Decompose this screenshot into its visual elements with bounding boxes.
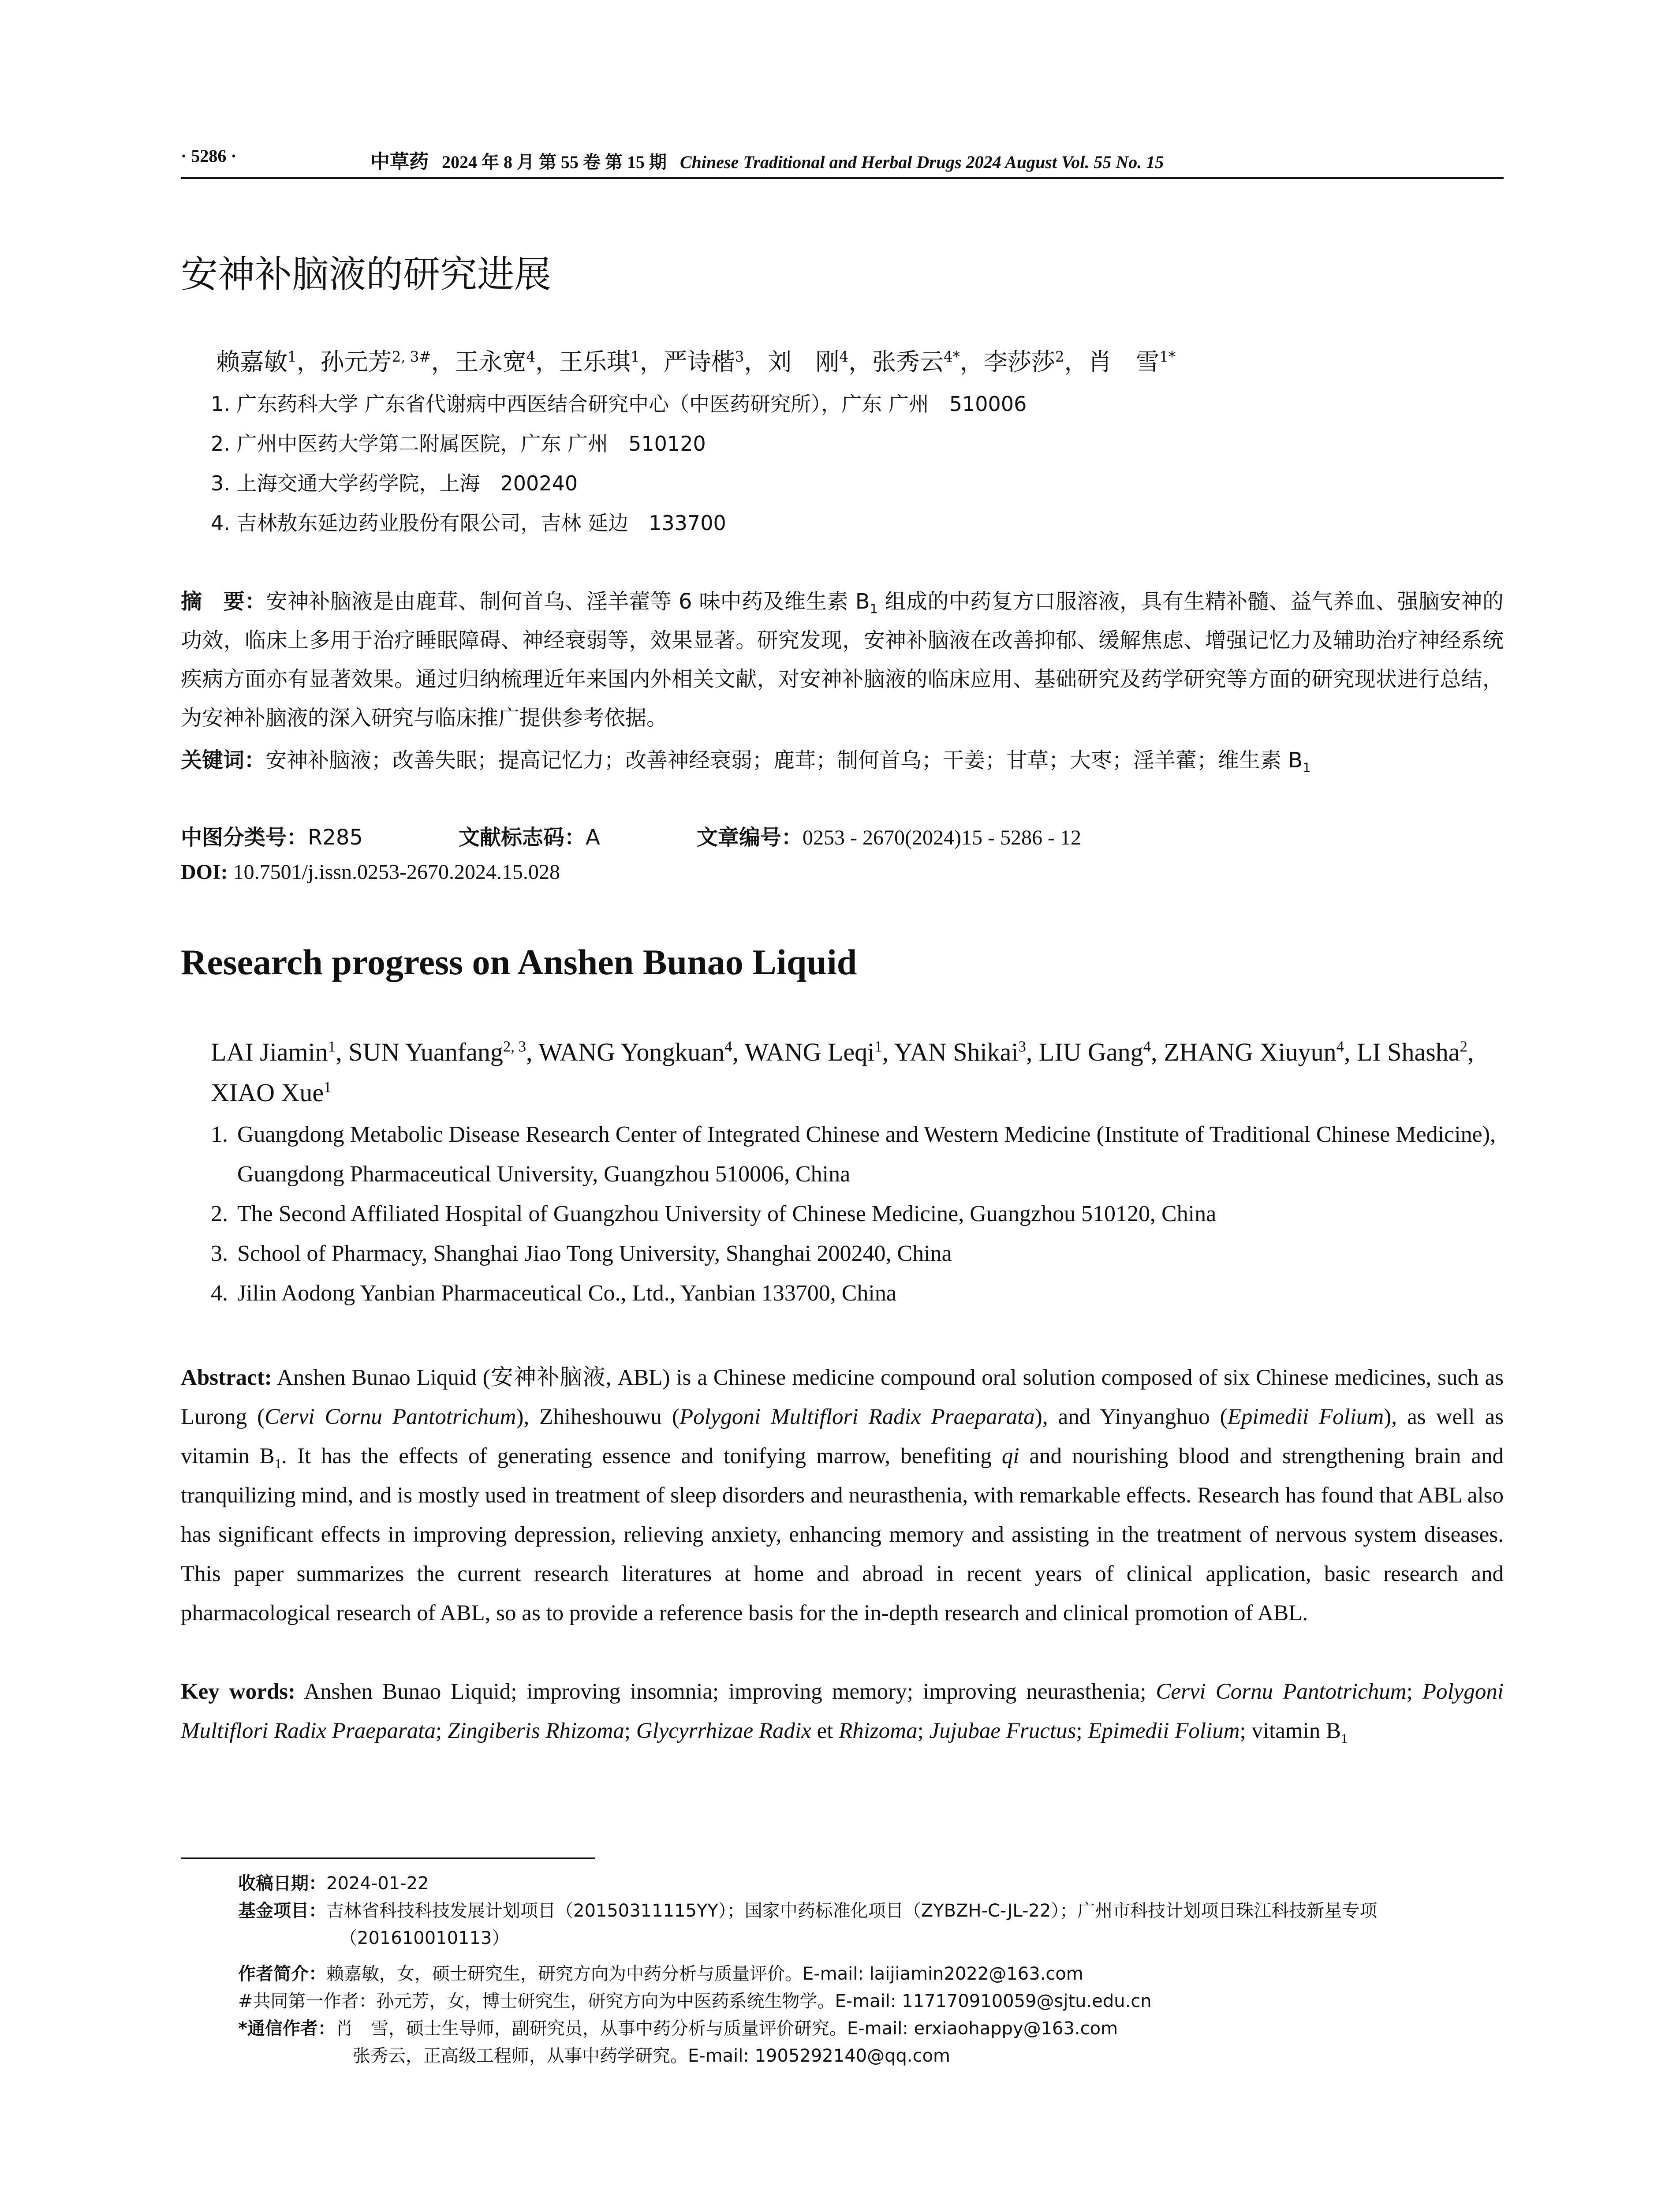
running-header xyxy=(181,146,1504,172)
keywords-text-en: ; xyxy=(624,1719,636,1743)
affiliation-cn: 2. 广州中医药大学第二附属医院，广东 广州 510120 xyxy=(211,432,706,456)
received-date: 2024-01-22 xyxy=(326,1873,429,1894)
author-affiliation-mark: 1 xyxy=(328,1038,336,1055)
article-no-value: 0253 - 2670(2024)15 - 5286 - 12 xyxy=(803,826,1081,849)
latin-name: Epimedii Folium xyxy=(1088,1719,1240,1743)
author-affiliation-mark: 4 xyxy=(1336,1038,1344,1055)
abstract-text-en: ), Zhiheshouwu ( xyxy=(516,1405,679,1429)
abstract-en xyxy=(181,1358,1504,1633)
authors-cn: 赖嘉敏$^1$，孙元芳$^{2, 3\#}$，王永宽$^4$，王乐琪$^1$，严诗楷$^3$，刘 刚$^4$，张秀云$^{4*}$，李莎莎$^2$，肖 雪$^{1*}$ xyxy=(216,348,1176,376)
author xyxy=(1039,1038,1151,1066)
author-name: WANG Leqi xyxy=(744,1038,875,1066)
abstract-text-cn-a: 安神补脑液是由鹿茸、制何首乌、淫羊藿等 6 味中药及维生素 B xyxy=(266,589,870,614)
keywords-text-en: ; xyxy=(917,1719,930,1743)
author xyxy=(1088,348,1176,376)
abstract-text-cn-b: 组成的中药复方口服溶液，具有生精补髓、益气养血、强脑安神的功效，临床上多用于治疗睡眠障碍、神经衰弱等，效果显著。研究发现，安神补脑液在改善抑郁、缓解焦虑、增强记忆力及辅助治疗神经系统疾病方面亦有显著效果。通过归纳梳理近年来国内外相关文献，对安神补脑液的临床应用、基础研究及药学研究等方面的研究现状进行总结，为安神补脑液的深入研究与临床推广提供参考依据。 xyxy=(181,589,1504,730)
footnote-cofirst: #共同第一作者：孙元芳，女，博士研究生，研究方向为中医药系统生物学。E-mail: 117170910059@sjtu.edu.cn xyxy=(238,1991,1152,2011)
title-en: Research progress on Anshen Bunao Liquid xyxy=(181,942,857,982)
author-name: 张秀云 xyxy=(872,348,944,376)
affiliation-number: 3. xyxy=(211,1241,228,1266)
keywords-text-en: ; xyxy=(435,1719,448,1743)
author xyxy=(216,348,297,376)
keywords-text-en: et xyxy=(811,1719,839,1743)
affiliation-text: Guangdong Metabolic Disease Research Center of Integrated Chinese and Western Medicine (Institute of Traditional Chinese Medicine), Guangdong Pharmaceutical University, Guangzhou 510006, China xyxy=(237,1122,1496,1187)
author-name: WANG Yongkuan xyxy=(538,1038,725,1066)
author-name: YAN Shikai xyxy=(894,1038,1019,1066)
author-affiliation-mark: 3 xyxy=(735,348,744,365)
affiliation-text: School of Pharmacy, Shanghai Jiao Tong University, Shanghai 200240, China xyxy=(237,1241,952,1266)
latin-name: Rhizoma xyxy=(839,1719,918,1743)
author-name: 赖嘉敏 xyxy=(216,348,287,376)
affiliation-cn: 4. 吉林敖东延边药业股份有限公司，吉林 延边 133700 xyxy=(211,511,726,535)
latin-name: Glycyrrhizae Radix xyxy=(636,1719,811,1743)
latin-name: Jujubae Fructus xyxy=(929,1719,1076,1743)
author-text: 赖嘉敏，女，硕士研究生，研究方向为中药分析与质量评价。E-mail: laijiamin2022@163.com xyxy=(326,1964,1083,1984)
author-affiliation-mark: 2, 3# xyxy=(392,348,431,365)
fund-label: 基金项目： xyxy=(238,1901,326,1921)
author xyxy=(664,348,744,376)
abstract-text-en: ), and Yinyanghuo ( xyxy=(1034,1405,1228,1429)
affiliation-number: 1. xyxy=(211,1122,228,1147)
journal-name-en: Chinese Traditional and Herbal Drugs 2024 August Vol. 55 No. 15 xyxy=(680,152,1164,172)
latin-name: Cervi Cornu Pantotrichum xyxy=(265,1405,516,1429)
author-name: SUN Yuanfang xyxy=(348,1038,503,1066)
author-affiliation-mark: 4 xyxy=(839,348,848,365)
author-affiliation-mark: 1 xyxy=(874,1038,882,1055)
author-name: 肖 雪 xyxy=(1088,348,1160,376)
author-affiliation-mark: 3 xyxy=(1018,1038,1026,1055)
latin-name: Polygoni Multiflori Radix Praeparata xyxy=(679,1405,1035,1429)
journal-name-cn: 中草药 xyxy=(370,150,429,173)
author xyxy=(538,1038,732,1066)
author-name: LI Shasha xyxy=(1356,1038,1460,1066)
doi-link[interactable]: 10.7501/j.issn.0253-2670.2024.15.028 xyxy=(228,860,560,884)
corresponding-text-1: 肖 雪，硕士生导师，副研究员，从事中药分析与质量评价研究。E-mail: erxiaohappy@163.com xyxy=(335,2018,1118,2039)
authors-en: LAI Jiamin$^1$, SUN Yuanfang$^{2, 3}$, WANG Yongkuan$^4$, WANG Leqi$^1$, YAN Shikai$^3$, LIU Gang$^4$, ZHANG Xiuyun$^4$, LI Shasha$^2$, XIAO Xue$^1$ xyxy=(211,1038,1474,1107)
author xyxy=(768,348,848,376)
header-rule xyxy=(181,177,1504,179)
affiliation-number: 4. xyxy=(211,1281,228,1306)
clc-label: 中图分类号： xyxy=(181,825,308,850)
doc-code-field xyxy=(459,820,697,851)
subscript: 1 xyxy=(274,1456,282,1472)
keywords-label-cn: 关键词： xyxy=(181,748,266,773)
affiliation-en xyxy=(211,1194,1505,1234)
author-affiliation-mark: 2 xyxy=(1055,348,1064,365)
keywords-text-en: ; xyxy=(1406,1679,1422,1704)
affiliation-cn: 1. 广东药科大学 广东省代谢病中西医结合研究中心（中医药研究所），广东 广州 510006 xyxy=(211,392,1027,416)
latin-name: Cervi Cornu Pantotrichum xyxy=(1156,1679,1407,1704)
author xyxy=(894,1038,1026,1066)
author-affiliation-mark: 4* xyxy=(944,348,960,365)
latin-name: Epimedii Folium xyxy=(1227,1405,1384,1429)
latin-name: Zingiberis Rhizoma xyxy=(447,1719,624,1743)
author xyxy=(984,348,1064,376)
footnote-corresponding-2: 张秀云，正高级工程师，从事中药学研究。E-mail: 1905292140@qq.com xyxy=(353,2046,951,2066)
journal-citation xyxy=(370,146,1164,174)
author xyxy=(872,348,960,376)
keywords-en xyxy=(181,1672,1504,1751)
abstract-text-en: and nourishing blood and strengthening brain and tranquilizing mind, and is mostly used in treatment of sleep disorders and neurasthenia, with remarkable effects. Research has found that ABL also has significant effects in improving depression, relieving anxiety, enhancing memory and assisting in the treatment of nervous system diseases. This paper summarizes the current research literatures at home and abroad in recent years of clinical application, basic research and pharmacological research of ABL, so as to provide a reference basis for the in-depth research and clinical promotion of ABL. xyxy=(181,1444,1504,1626)
article-no-field xyxy=(697,820,1081,851)
author-affiliation-mark: 4 xyxy=(1143,1038,1151,1055)
author xyxy=(348,1038,526,1066)
doi-label: DOI: xyxy=(181,860,228,884)
author-affiliation-mark: 4 xyxy=(526,348,536,365)
author-name: 严诗楷 xyxy=(663,348,735,376)
abstract-cn xyxy=(181,582,1504,737)
affiliation-number: 2. xyxy=(211,1201,228,1226)
article-no-label: 文章编号： xyxy=(697,825,803,850)
abstract-label-cn: 摘 要： xyxy=(181,589,266,614)
author-affiliation-mark: 1 xyxy=(287,348,297,365)
author-affiliation-mark: 4 xyxy=(724,1038,732,1055)
journal-issue-cn: 2024 年 8 月 第 55 卷 第 15 期 xyxy=(442,152,667,172)
author-name: ZHANG Xiuyun xyxy=(1164,1038,1337,1066)
abstract-label-en: Abstract: xyxy=(181,1365,272,1390)
footnote-author xyxy=(238,1960,1504,1988)
footnote-corresponding xyxy=(238,2015,1504,2042)
received-label: 收稿日期： xyxy=(238,1873,326,1894)
author xyxy=(745,1038,882,1066)
author xyxy=(1357,1038,1467,1066)
keywords-text-cn: 安神补脑液；改善失眠；提高记忆力；改善神经衰弱；鹿茸；制何首乌；干姜；甘草；大枣；淫羊藿；维生素 B xyxy=(265,748,1303,773)
author-affiliation-mark: 2 xyxy=(1460,1038,1467,1055)
author-name: 王乐琪 xyxy=(559,348,631,376)
author-name: 李莎莎 xyxy=(983,348,1055,376)
keywords-text-en: ; xyxy=(1076,1719,1088,1743)
abstract-text-en: . It has the effects of generating essence and tonifying marrow, benefiting xyxy=(281,1444,1002,1469)
affiliation-text: The Second Affiliated Hospital of Guangzhou University of Chinese Medicine, Guangzhou 510120, China xyxy=(237,1201,1217,1226)
footnote-rule xyxy=(181,1857,595,1859)
author-name: LIU Gang xyxy=(1038,1038,1143,1066)
author xyxy=(211,1038,336,1066)
clc-field xyxy=(181,820,459,851)
author-name: LAI Jiamin xyxy=(211,1038,328,1066)
keywords-text-en: Anshen Bunao Liquid; improving insomnia; improving memory; improving neurasthenia; xyxy=(295,1679,1156,1704)
abstract-text-en: ), as well as vitamin B xyxy=(181,1405,1504,1469)
author-affiliation-mark: 1 xyxy=(324,1078,332,1096)
classification-line xyxy=(181,820,1504,851)
author-affiliation-mark: 1* xyxy=(1159,348,1176,365)
affiliation-en xyxy=(211,1274,1505,1313)
author xyxy=(559,348,640,376)
title-cn: 安神补脑液的研究进展 xyxy=(181,253,552,296)
author-name: XIAO Xue xyxy=(211,1078,324,1107)
author-label: 作者简介： xyxy=(238,1964,326,1984)
author-name: 刘 刚 xyxy=(768,348,840,376)
keywords-cn xyxy=(181,741,1504,780)
abstract-text-en: Anshen Bunao Liquid (安神补脑液, ABL) is a Chinese medicine compound oral solution composed of six Chinese medicines, such as Lurong ( xyxy=(181,1365,1504,1429)
keywords-sub-cn: 1 xyxy=(1303,760,1311,775)
author xyxy=(211,1078,332,1107)
author xyxy=(321,348,431,376)
author xyxy=(1164,1038,1344,1066)
affiliation-cn: 3. 上海交通大学药学院，上海 200240 xyxy=(211,471,578,495)
abstract-sub-cn: 1 xyxy=(870,601,878,617)
keywords-label-en: Key words: xyxy=(181,1679,296,1704)
fund-text: 吉林省科技科技发展计划项目（20150311115YY）；国家中药标准化项目（ZYBZH-C-JL-22）；广州市科技计划项目珠江科技新星专项（201610010113） xyxy=(326,1901,1378,1948)
footnote-fund xyxy=(238,1897,1504,1952)
affiliation-text: Jilin Aodong Yanbian Pharmaceutical Co., Ltd., Yanbian 133700, China xyxy=(237,1281,896,1306)
doi-line xyxy=(181,860,560,884)
author xyxy=(455,348,536,376)
subscript: 1 xyxy=(1341,1731,1348,1746)
page-number: · 5286 · xyxy=(181,146,237,166)
author-affiliation-mark: 2, 3 xyxy=(503,1038,526,1055)
affiliation-en xyxy=(211,1234,1505,1274)
doc-code-value: A xyxy=(586,825,600,850)
footnote-received xyxy=(238,1870,1504,1897)
keywords-text-en: ; vitamin B xyxy=(1239,1719,1341,1743)
doc-code-label: 文献标志码： xyxy=(459,825,586,850)
clc-value: R285 xyxy=(308,825,363,850)
corresponding-label: *通信作者： xyxy=(238,2018,336,2039)
author-name: 孙元芳 xyxy=(320,348,392,376)
affiliation-en xyxy=(211,1115,1505,1194)
latin-name: Polygoni Multiflori Radix Praeparata xyxy=(181,1679,1504,1743)
author-affiliation-mark: 1 xyxy=(631,348,640,365)
italic-term: qi xyxy=(1001,1444,1019,1469)
author-name: 王永宽 xyxy=(455,348,526,376)
